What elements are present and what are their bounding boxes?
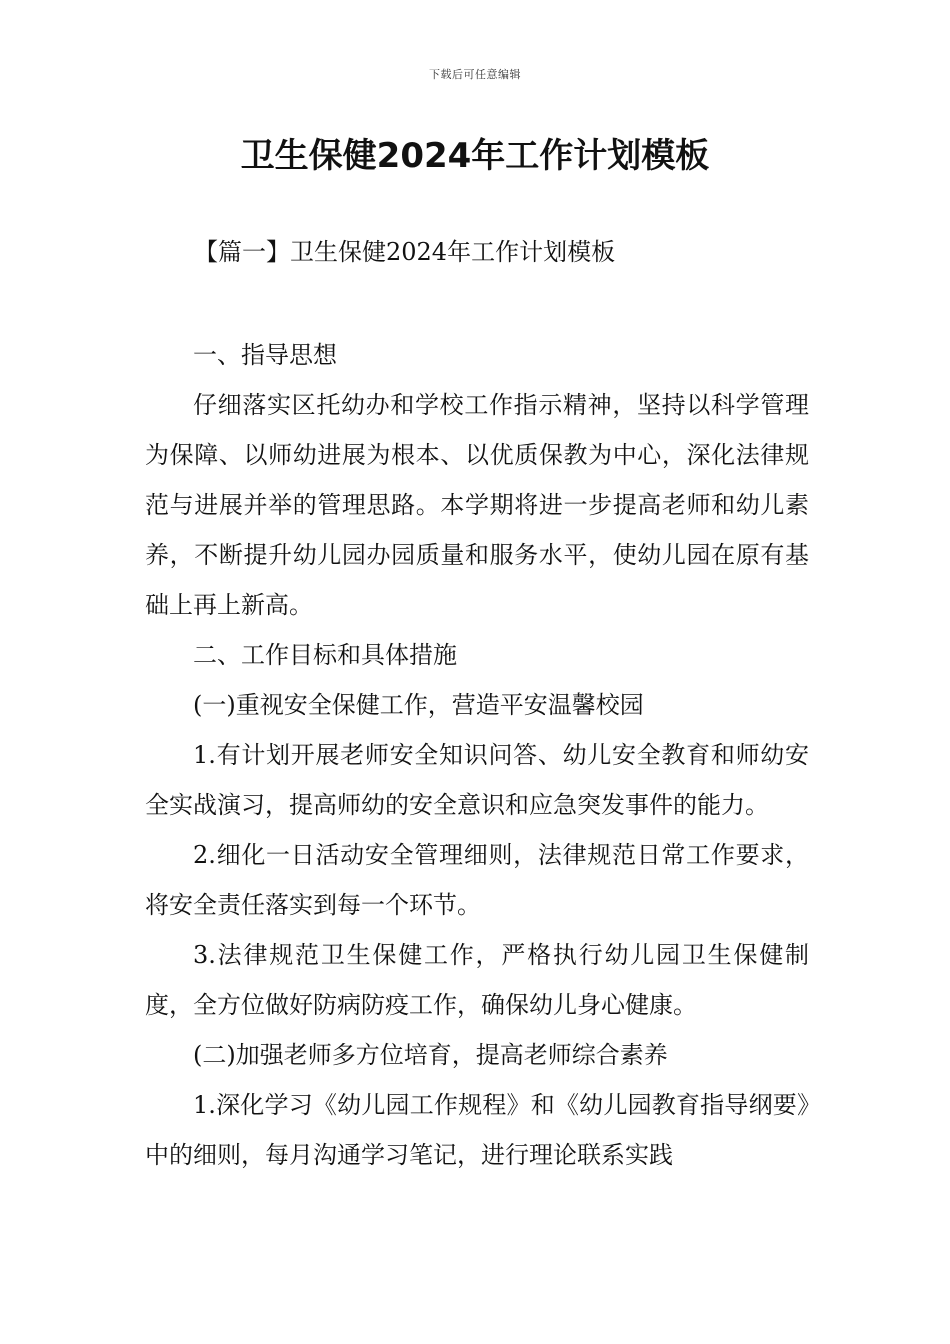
subheading-teacher-training: (二)加强老师多方位培育，提高老师综合素养 <box>193 1041 668 1069</box>
paragraph-training-item-1: 1.深化学习《幼儿园工作规程》和《幼儿园教育指导纲要》中的细则，每月沟通学习笔记，进行理论联系实践 <box>145 1091 809 1169</box>
document-title: 卫生保健2024年工作计划模板 <box>240 136 710 176</box>
section-heading: 【篇一】卫生保健2024年工作计划模板 <box>194 238 616 266</box>
heading-goals-measures: 二、工作目标和具体措施 <box>193 641 457 669</box>
heading-guiding-ideology: 一、指导思想 <box>193 341 337 369</box>
subheading-safety-health: (一)重视安全保健工作，营造平安温馨校园 <box>193 691 644 719</box>
paragraph-item-3: 3.法律规范卫生保健工作，严格执行幼儿园卫生保健制度，全方位做好防病防疫工作，确保幼儿身心健康。 <box>145 941 809 1019</box>
header-note: 下载后可任意编辑 <box>429 68 521 81</box>
paragraph-item-2: 2.细化一日活动安全管理细则，法律规范日常工作要求，将安全责任落实到每一个环节。 <box>145 841 809 919</box>
document-body <box>145 330 809 1180</box>
paragraph-item-1: 1.有计划开展老师安全知识问答、幼儿安全教育和师幼安全实战演习，提高师幼的安全意识和应急突发事件的能力。 <box>145 741 809 819</box>
paragraph-guiding-ideology: 仔细落实区托幼办和学校工作指示精神，坚持以科学管理为保障、以师幼进展为根本、以优质保教为中心，深化法律规范与进展并举的管理思路。本学期将进一步提高老师和幼儿素养，不断提升幼儿园办园质量和服务水平，使幼儿园在原有基础上再上新高。 <box>145 391 809 619</box>
